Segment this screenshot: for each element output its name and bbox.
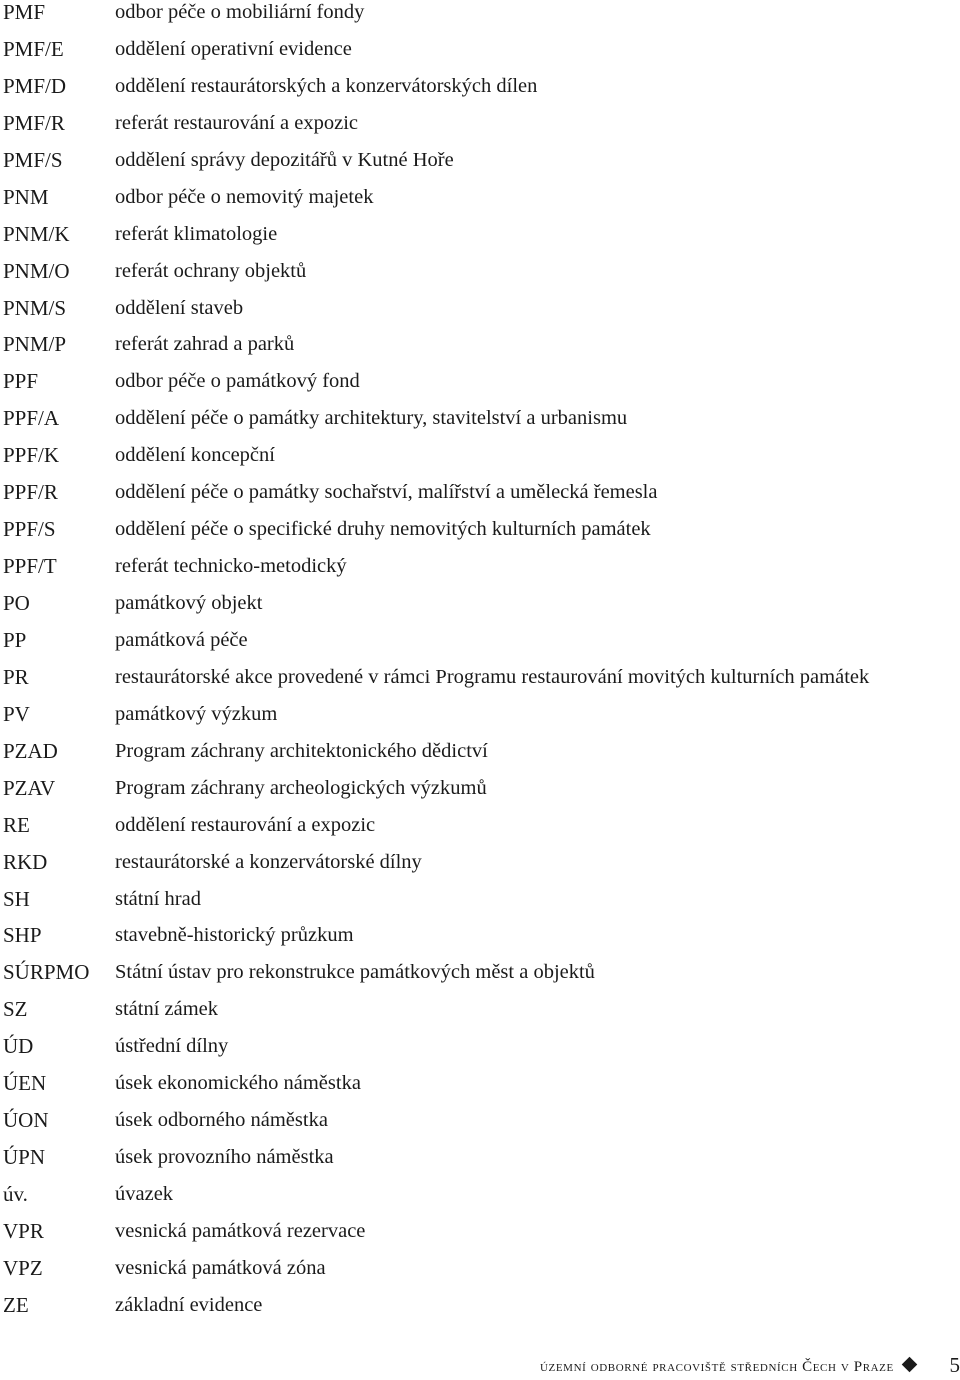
abbreviation-meaning: oddělení péče o památky sochařství, malířství a umělecká řemesla <box>115 480 657 504</box>
abbreviation-meaning: Program záchrany archeologických výzkumů <box>115 776 487 800</box>
footer-institution-name: územní odborné pracoviště středních Čech v Praze <box>540 1358 894 1376</box>
abbreviation-code: ÚEN <box>3 1071 46 1095</box>
abbreviation-code: PPF/K <box>3 443 59 467</box>
abbreviation-code: PMF/D <box>3 74 66 98</box>
abbreviation-meaning: restaurátorské akce provedené v rámci Programu restaurování movitých kulturních památek <box>115 665 869 689</box>
abbreviation-meaning: památkový výzkum <box>115 702 277 726</box>
abbreviation-meaning: oddělení péče o památky architektury, stavitelství a urbanismu <box>115 406 627 430</box>
abbreviation-meaning: Státní ústav pro rekonstrukce památkových měst a objektů <box>115 960 595 984</box>
abbreviation-meaning: úvazek <box>115 1182 173 1206</box>
abbreviation-code: PNM/S <box>3 296 66 320</box>
abbreviation-meaning: referát ochrany objektů <box>115 259 306 283</box>
abbreviation-meaning: oddělení staveb <box>115 296 243 320</box>
abbreviation-code: PMF <box>3 0 45 24</box>
abbreviation-meaning: odbor péče o památkový fond <box>115 369 360 393</box>
abbreviation-meaning: úsek odborného náměstka <box>115 1108 328 1132</box>
abbreviation-code: PZAV <box>3 776 55 800</box>
abbreviation-code: PPF/S <box>3 517 56 541</box>
abbreviation-meaning: oddělení restaurování a expozic <box>115 813 375 837</box>
abbreviation-code: VPZ <box>3 1256 43 1280</box>
abbreviation-code: PZAD <box>3 739 58 763</box>
abbreviation-code: PV <box>3 702 30 726</box>
abbreviation-code: PPF <box>3 369 38 393</box>
abbreviation-code: PPF/T <box>3 554 57 578</box>
abbreviation-meaning: vesnická památková rezervace <box>115 1219 365 1243</box>
abbreviation-meaning: vesnická památková zóna <box>115 1256 326 1280</box>
abbreviation-code: SÚRPMO <box>3 960 89 984</box>
abbreviation-meaning: odbor péče o nemovitý majetek <box>115 185 373 209</box>
abbreviation-meaning: památkový objekt <box>115 591 262 615</box>
abbreviation-meaning: Program záchrany architektonického dědictví <box>115 739 488 763</box>
abbreviation-meaning: památková péče <box>115 628 248 652</box>
abbreviation-meaning: odbor péče o mobiliární fondy <box>115 0 364 24</box>
abbreviation-code: SHP <box>3 923 42 947</box>
abbreviation-code: SZ <box>3 997 28 1021</box>
abbreviation-meaning: oddělení péče o specifické druhy nemovitých kulturních památek <box>115 517 651 541</box>
abbreviation-code: RKD <box>3 850 47 874</box>
abbreviation-meaning: úsek ekonomického náměstka <box>115 1071 361 1095</box>
abbreviation-meaning: restaurátorské a konzervátorské dílny <box>115 850 422 874</box>
abbreviation-code: PNM <box>3 185 49 209</box>
page-footer <box>540 1356 960 1380</box>
abbreviation-code: PMF/E <box>3 37 64 61</box>
abbreviation-code: PNM/P <box>3 332 66 356</box>
abbreviation-code: PPF/A <box>3 406 59 430</box>
diamond-icon <box>902 1357 918 1373</box>
abbreviation-code: ZE <box>3 1293 29 1317</box>
abbreviation-meaning: úsek provozního náměstka <box>115 1145 334 1169</box>
abbreviation-meaning: oddělení koncepční <box>115 443 275 467</box>
abbreviation-code: ÚPN <box>3 1145 45 1169</box>
abbreviation-code: PMF/R <box>3 111 65 135</box>
abbreviation-code: SH <box>3 887 30 911</box>
abbreviation-meaning: referát restaurování a expozic <box>115 111 358 135</box>
abbreviation-meaning: referát klimatologie <box>115 222 277 246</box>
page-number: 5 <box>950 1354 960 1376</box>
abbreviation-code: PMF/S <box>3 148 63 172</box>
abbreviation-code: RE <box>3 813 30 837</box>
abbreviation-code: VPR <box>3 1219 44 1243</box>
abbreviation-meaning: referát technicko-metodický <box>115 554 347 578</box>
abbreviation-code: ÚON <box>3 1108 49 1132</box>
abbreviation-code: PNM/K <box>3 222 70 246</box>
abbreviation-code: ÚD <box>3 1034 33 1058</box>
abbreviation-meaning: základní evidence <box>115 1293 262 1317</box>
abbreviation-code: PO <box>3 591 30 615</box>
abbreviation-code: PP <box>3 628 26 652</box>
abbreviation-meaning: oddělení restaurátorských a konzervátorských dílen <box>115 74 537 98</box>
abbreviation-meaning: státní zámek <box>115 997 218 1021</box>
abbreviation-code: PPF/R <box>3 480 58 504</box>
abbreviation-code: PNM/O <box>3 259 70 283</box>
abbreviation-meaning: referát zahrad a parků <box>115 332 294 356</box>
abbreviation-meaning: ústřední dílny <box>115 1034 228 1058</box>
abbreviation-code: PR <box>3 665 29 689</box>
abbreviation-meaning: stavebně-historický průzkum <box>115 923 354 947</box>
abbreviation-meaning: oddělení správy depozitářů v Kutné Hoře <box>115 148 454 172</box>
abbreviation-code: úv. <box>3 1182 28 1206</box>
abbreviation-meaning: oddělení operativní evidence <box>115 37 352 61</box>
abbreviation-meaning: státní hrad <box>115 887 201 911</box>
